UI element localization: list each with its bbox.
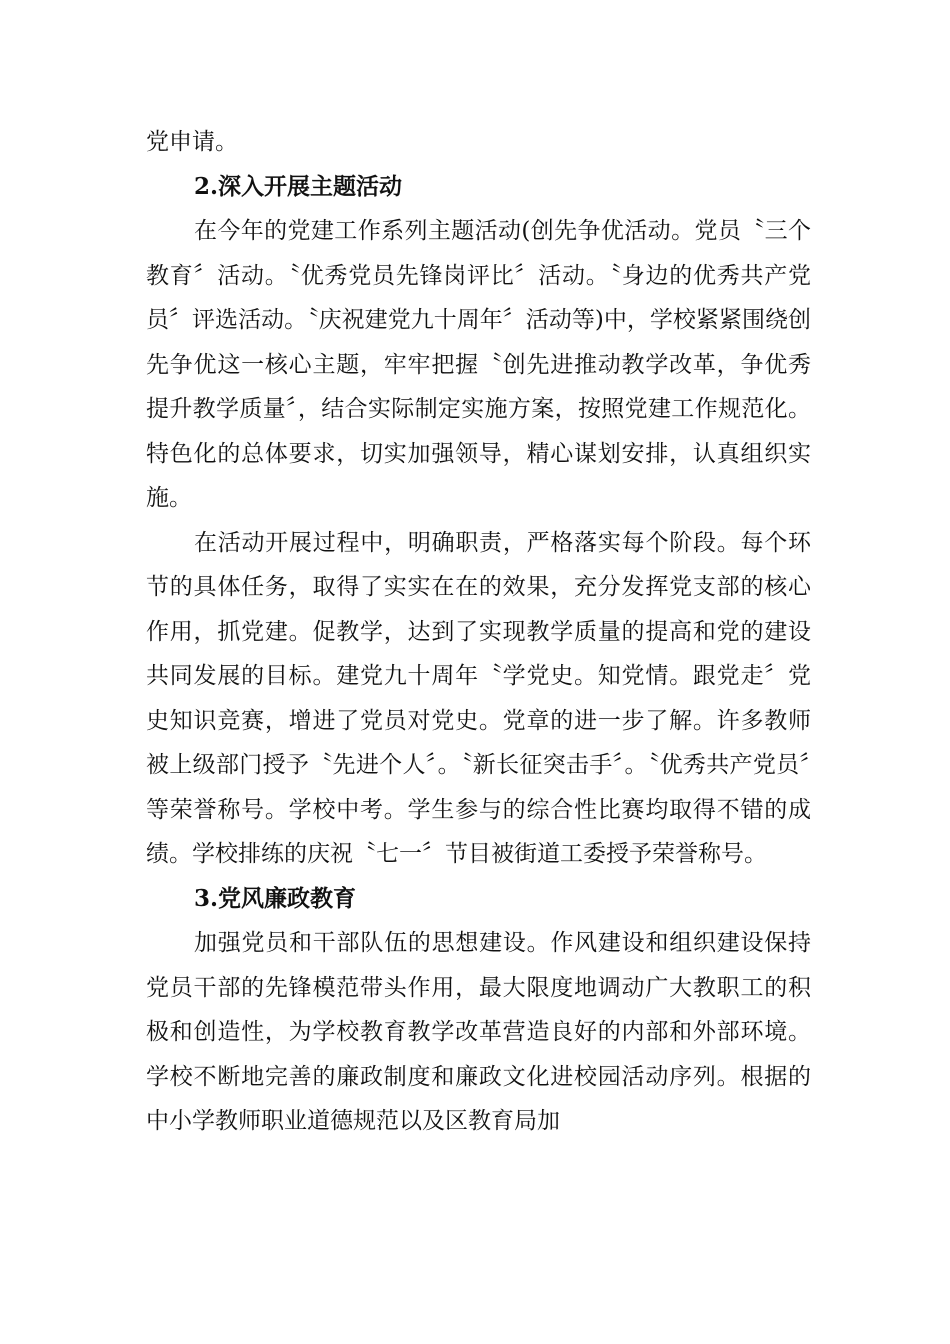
section-3-heading: 3.党风廉政教育 [194, 884, 357, 912]
document-body [146, 120, 811, 1144]
section-2-heading: 2.深入开展主题活动 [194, 172, 403, 200]
section-2-paragraph-1: 在今年的党建工作系列主题活动(创先争优活动。党员〝三个教育〞活动。〝优秀党员先锋岗评比〞活动。〝身边的优秀共产党员〞评选活动。〝庆祝建党九十周年〞活动等)中，学校紧紧围绕创先争优这一核心主题，牢牢把握〝创先进推动教学改革，争优秀提升教学质量〞，结合实际制定实施方案，按照党建工作规范化。特色化的总体要求，切实加强领导，精心谋划安排，认真组织实施。 [146, 218, 811, 511]
section-3-paragraph-1: 加强党员和干部队伍的思想建设。作风建设和组织建设保持党员干部的先锋模范带头作用，最大限度地调动广大教职工的积极和创造性，为学校教育教学改革营造良好的内部和外部环境。学校不断地完善的廉政制度和廉政文化进校园活动序列。根据的中小学教师职业道德规范以及区教育局加 [146, 930, 811, 1134]
section-2-paragraph-2: 在活动开展过程中，明确职责，严格落实每个阶段。每个环节的具体任务，取得了实实在在的效果，充分发挥党支部的核心作用，抓党建。促教学，达到了实现教学质量的提高和党的建设共同发展的目标。建党九十周年〝学党史。知党情。跟党走〞党史知识竞赛，增进了党员对党史。党章的进一步了解。许多教师被上级部门授予〝先进个人〞。〝新长征突击手〞。〝优秀共产党员〞等荣誉称号。学校中考。学生参与的综合性比赛均取得不错的成绩。学校排练的庆祝〝七一〞节目被街道工委授予荣誉称号。 [146, 529, 811, 867]
lead-in-text: 党申请。 [146, 129, 238, 155]
